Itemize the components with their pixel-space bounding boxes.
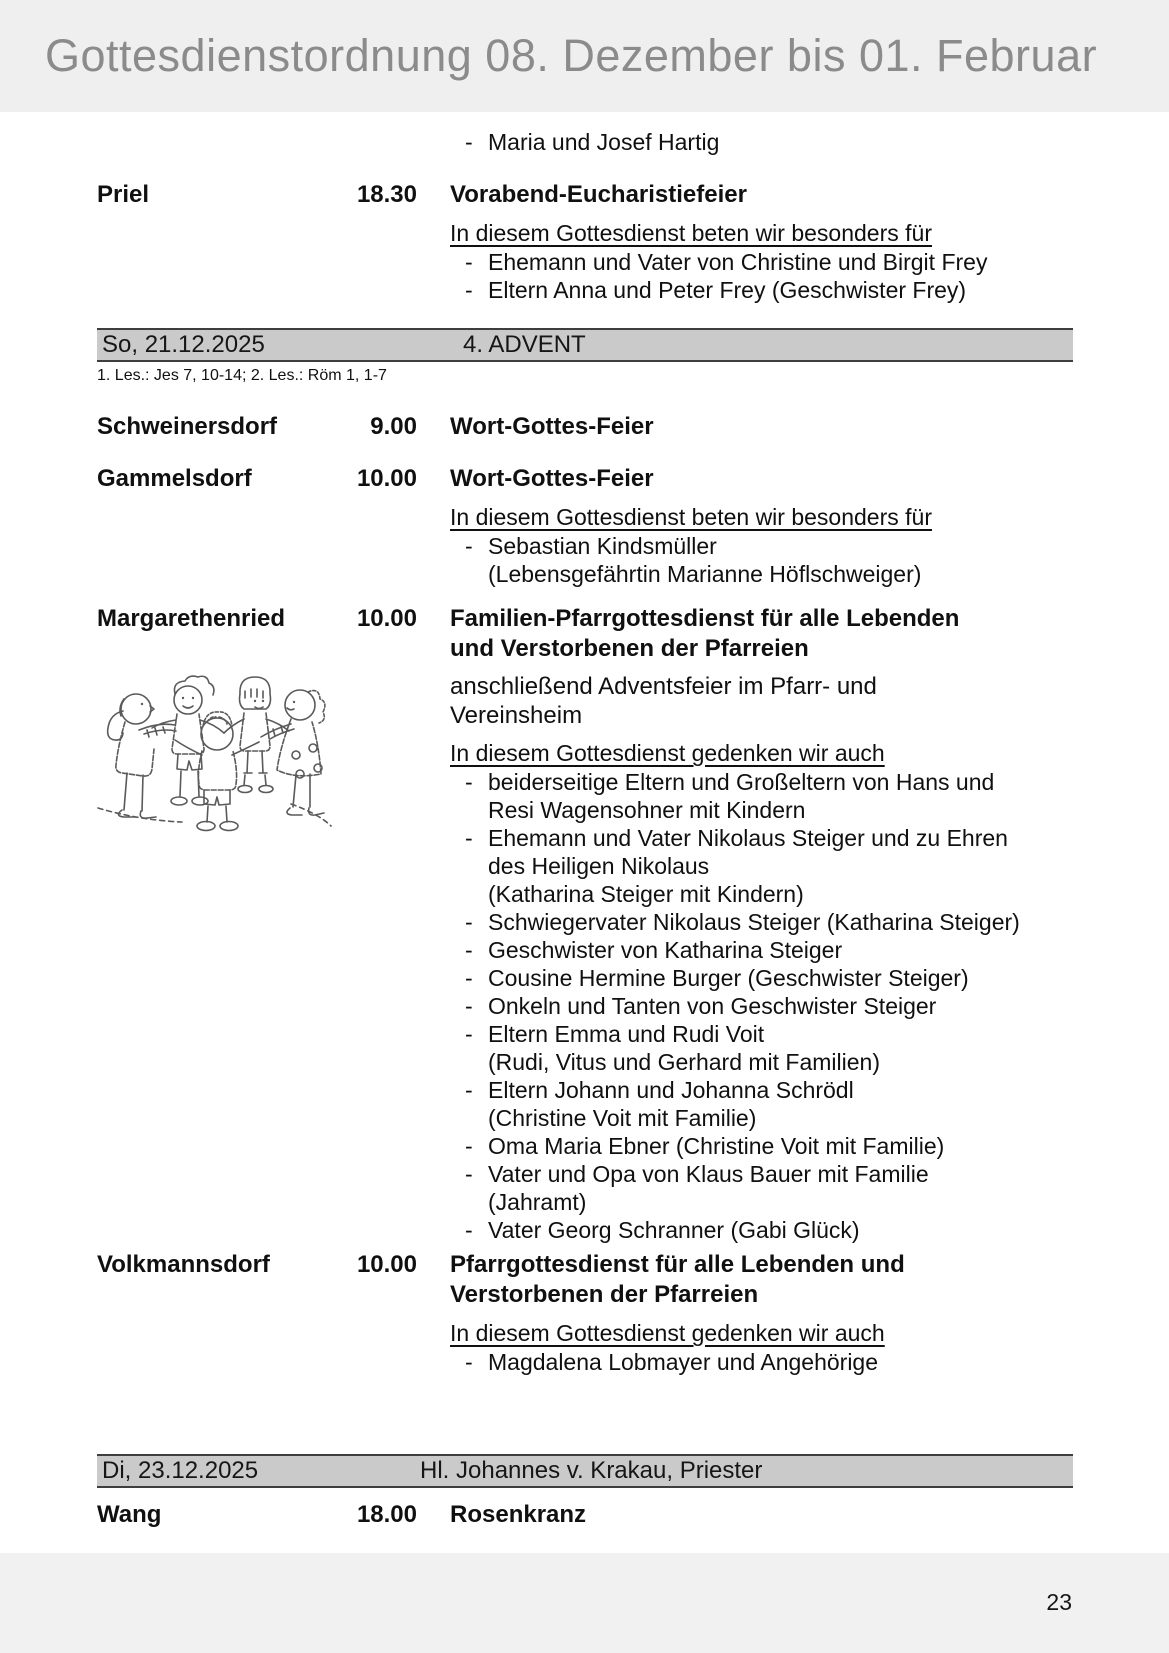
memorial-item — [465, 1020, 1073, 1076]
dash-marker: - — [465, 1077, 473, 1103]
item-line: (Christine Voit mit Familie) — [488, 1105, 757, 1131]
service-subtitle — [450, 672, 1073, 730]
item-line: (Katharina Steiger mit Kindern) — [488, 881, 804, 907]
memorial-item — [465, 964, 1073, 992]
memorial-item — [465, 768, 1073, 824]
dash-marker: - — [465, 277, 473, 303]
item-lines — [488, 532, 1073, 588]
footer-band — [0, 1553, 1169, 1653]
dash-marker: - — [465, 993, 473, 1019]
memorial-list — [450, 768, 1073, 1244]
time-label: 9.00 — [370, 413, 417, 440]
dash-marker: - — [465, 769, 473, 795]
item-line: Ehemann und Vater Nikolaus Steiger und zu Ehren — [488, 825, 1008, 851]
item-lines — [488, 964, 1073, 992]
intro-text: In diesem Gottesdienst beten wir besonders für — [450, 504, 932, 530]
service-title-line: Verstorbenen der Pfarreien — [450, 1281, 759, 1308]
intro-line — [450, 1318, 1073, 1348]
time-label: 10.00 — [356, 1251, 417, 1278]
place-label: Priel — [97, 181, 150, 208]
item-lines — [488, 992, 1073, 1020]
event-label: Hl. Johannes v. Krakau, Priester — [420, 1457, 763, 1484]
dash-marker: - — [465, 1133, 473, 1159]
item-line: (Rudi, Vitus und Gerhard mit Familien) — [488, 1049, 880, 1075]
service-title-line: Pfarrgottesdienst für alle Lebenden und — [450, 1251, 905, 1278]
lessons-text: 1. Les.: Jes 7, 10-14; 2. Les.: Röm 1, 1-7 — [97, 367, 387, 384]
intro-line — [450, 502, 1073, 532]
item-line: (Lebensgefährtin Marianne Höflschweiger) — [488, 561, 922, 587]
memorial-item — [465, 824, 1073, 908]
desc-cell — [417, 412, 1073, 442]
desc-cell — [417, 128, 1073, 156]
item-lines — [488, 908, 1073, 936]
dash-marker: - — [465, 909, 473, 935]
time-label: 10.00 — [356, 605, 417, 632]
memorial-list — [450, 1348, 1073, 1376]
place-cell — [97, 1500, 335, 1530]
item-lines — [488, 1076, 1073, 1132]
event-label: 4. ADVENT — [463, 331, 586, 358]
service-title-line: Wort-Gottes-Feier — [450, 465, 654, 492]
item-line: des Heiligen Nikolaus — [488, 853, 710, 879]
memorial-list — [450, 128, 1073, 156]
memorial-item — [465, 908, 1073, 936]
schedule-entry — [97, 1250, 1073, 1376]
item-lines — [488, 936, 1073, 964]
date-label: Di, 23.12.2025 — [102, 1457, 259, 1484]
time-label: 10.00 — [356, 465, 417, 492]
date-bar — [97, 328, 1073, 362]
service-title-line: und Verstorbenen der Pfarreien — [450, 635, 809, 662]
service-subtitle-line: anschließend Adventsfeier im Pfarr- und — [450, 673, 877, 700]
dash-marker: - — [465, 1349, 473, 1375]
place-cell — [97, 464, 335, 588]
item-lines — [488, 1132, 1073, 1160]
children-circle-illustration — [95, 658, 335, 836]
memorial-item — [465, 1216, 1073, 1244]
memorial-item — [465, 992, 1073, 1020]
time-cell — [335, 1500, 417, 1530]
dash-marker: - — [465, 129, 473, 155]
desc-cell — [417, 1500, 1073, 1530]
item-line: Eltern Anna und Peter Frey (Geschwister Frey) — [488, 277, 967, 303]
place-cell — [97, 604, 335, 1244]
schedule — [0, 128, 1169, 1530]
schedule-entry — [97, 128, 1073, 156]
item-lines — [488, 128, 1073, 156]
page-title: Gottesdienstordnung 08. Dezember bis 01. Februar — [45, 30, 1098, 81]
service-subtitle-line: Vereinsheim — [450, 702, 583, 729]
item-line: Geschwister von Katharina Steiger — [488, 937, 843, 963]
item-lines — [488, 768, 1073, 824]
item-lines — [488, 276, 1073, 304]
desc-cell — [417, 604, 1073, 1244]
memorial-item — [465, 936, 1073, 964]
time-cell — [335, 1250, 417, 1376]
item-line: Maria und Josef Hartig — [488, 129, 720, 155]
service-title-line: Wort-Gottes-Feier — [450, 413, 654, 440]
intro-text: In diesem Gottesdienst gedenken wir auch — [450, 740, 885, 766]
item-lines — [488, 248, 1073, 276]
desc-cell — [417, 464, 1073, 588]
place-label: Schweinersdorf — [97, 413, 278, 440]
time-cell — [335, 412, 417, 442]
item-line: Schwiegervater Nikolaus Steiger (Katharina Steiger) — [488, 909, 1020, 935]
item-line: Eltern Emma und Rudi Voit — [488, 1021, 765, 1047]
item-line: Vater Georg Schranner (Gabi Glück) — [488, 1217, 860, 1243]
page-number: 23 — [1046, 1589, 1072, 1615]
intro-text: In diesem Gottesdienst beten wir besonders für — [450, 220, 932, 246]
item-line: Ehemann und Vater von Christine und Birgit Frey — [488, 249, 988, 275]
time-label: 18.00 — [356, 1501, 417, 1528]
time-cell — [335, 128, 417, 156]
service-title-line: Familien-Pfarrgottesdienst für alle Lebenden — [450, 605, 960, 632]
memorial-item — [465, 532, 1073, 588]
dash-marker: - — [465, 1161, 473, 1187]
schedule-entry — [97, 1500, 1073, 1530]
item-lines — [488, 1216, 1073, 1244]
schedule-entry — [97, 604, 1073, 1244]
item-line: Vater und Opa von Klaus Bauer mit Familie — [488, 1161, 929, 1187]
item-line: Sebastian Kindsmüller — [488, 533, 717, 559]
item-lines — [488, 1160, 1073, 1216]
item-line: (Jahramt) — [488, 1189, 587, 1215]
memorial-item — [465, 248, 1073, 276]
place-cell — [97, 180, 335, 304]
place-label: Volkmannsdorf — [97, 1251, 270, 1278]
desc-cell — [417, 1250, 1073, 1376]
schedule-entry — [97, 180, 1073, 304]
service-title-line: Rosenkranz — [450, 1501, 587, 1528]
dash-marker: - — [465, 965, 473, 991]
dash-marker: - — [465, 1217, 473, 1243]
dash-marker: - — [465, 825, 473, 851]
item-line: Oma Maria Ebner (Christine Voit mit Familie) — [488, 1133, 945, 1159]
item-lines — [488, 1348, 1073, 1376]
time-cell — [335, 180, 417, 304]
time-label: 18.30 — [356, 181, 417, 208]
item-lines — [488, 1020, 1073, 1076]
item-line: beiderseitige Eltern und Großeltern von Hans und — [488, 769, 995, 795]
item-line: Resi Wagensohner mit Kindern — [488, 797, 806, 823]
item-lines — [488, 824, 1073, 908]
memorial-list — [450, 532, 1073, 588]
dash-marker: - — [465, 937, 473, 963]
item-line: Onkeln und Tanten von Geschwister Steiger — [488, 993, 937, 1019]
place-label: Gammelsdorf — [97, 465, 252, 492]
place-label: Wang — [97, 1501, 162, 1528]
desc-cell — [417, 180, 1073, 304]
service-title-line: Vorabend-Eucharistiefeier — [450, 181, 747, 208]
dash-marker: - — [465, 249, 473, 275]
intro-line — [450, 218, 1073, 248]
time-cell — [335, 464, 417, 588]
date-label: So, 21.12.2025 — [102, 331, 265, 358]
time-cell — [335, 604, 417, 1244]
memorial-list — [450, 248, 1073, 304]
place-label: Margarethenried — [97, 605, 286, 632]
intro-text: In diesem Gottesdienst gedenken wir auch — [450, 1320, 885, 1346]
memorial-item — [465, 1348, 1073, 1376]
item-line: Cousine Hermine Burger (Geschwister Steiger) — [488, 965, 969, 991]
dash-marker: - — [465, 533, 473, 559]
intro-line — [450, 738, 1073, 768]
schedule-entry — [97, 464, 1073, 588]
place-cell — [97, 128, 335, 156]
header-band — [0, 0, 1169, 112]
schedule-entry — [97, 412, 1073, 442]
item-line: Eltern Johann und Johanna Schrödl — [488, 1077, 854, 1103]
dash-marker: - — [465, 1021, 473, 1047]
memorial-item — [465, 128, 1073, 156]
place-cell — [97, 412, 335, 442]
place-cell — [97, 1250, 335, 1376]
memorial-item — [465, 276, 1073, 304]
date-bar — [97, 1454, 1073, 1488]
memorial-item — [465, 1132, 1073, 1160]
memorial-item — [465, 1076, 1073, 1132]
memorial-item — [465, 1160, 1073, 1216]
item-line: Magdalena Lobmayer und Angehörige — [488, 1349, 879, 1375]
